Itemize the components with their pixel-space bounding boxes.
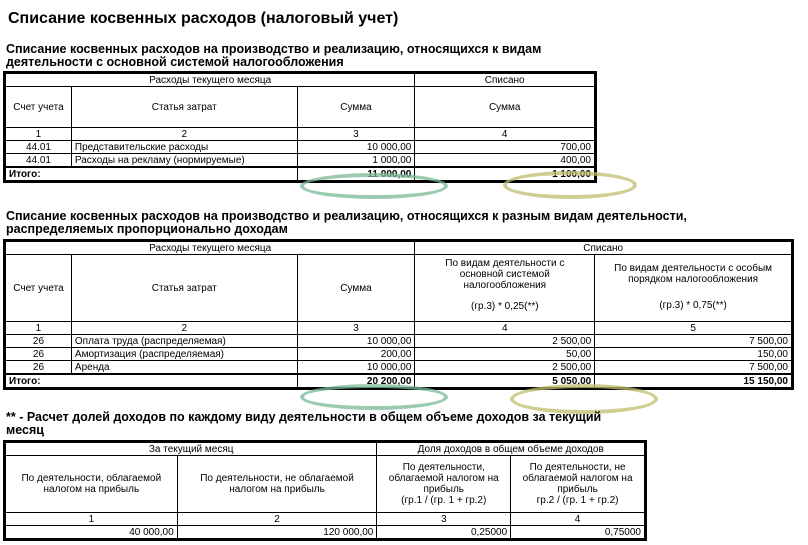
table-row (6, 335, 792, 348)
s2-num-2: 2 (71, 322, 297, 335)
s2-row1-account: 26 (6, 335, 72, 348)
s2-col-sum: Сумма (297, 255, 415, 322)
s2-row3-main: 2 500,00 (415, 361, 595, 375)
section2-table (5, 241, 792, 388)
s2-total-main: 5 050,00 (415, 374, 595, 388)
section1-heading-line1: Списание косвенных расходов на производство и реализацию, относящихся к видам (6, 42, 542, 56)
section2-heading-line1: Списание косвенных расходов на производство и реализацию, относящихся к разным видам деятельности, (6, 209, 687, 223)
s1-row1-item: Представительские расходы (71, 141, 297, 154)
section2-heading (6, 210, 687, 236)
s2-group-written: Списано (415, 242, 792, 255)
s1-group-written: Списано (415, 74, 595, 87)
s2-num-3: 3 (297, 322, 415, 335)
s1-row2-item: Расходы на рекламу (нормируемые) (71, 154, 297, 168)
s1-row2-account: 44.01 (6, 154, 72, 168)
s2-col-special-formula: (гр.3) * 0,75(**) (659, 300, 727, 311)
s3-col3-label: По деятельности, облагаемой налогом на прибыль (388, 462, 499, 495)
s2-total-label: Итого: (6, 374, 298, 388)
s2-total-special: 15 150,00 (595, 374, 792, 388)
section1-heading-line2: деятельности с основной системой налогообложения (6, 55, 344, 69)
s1-total-label: Итого: (6, 167, 298, 181)
s3-group-share: Доля доходов в общем объеме доходов (377, 443, 645, 456)
s2-group-current: Расходы текущего месяца (6, 242, 415, 255)
s3-col1: По деятельности, облагаемой налогом на прибыль (6, 456, 178, 513)
s2-row3-sum: 10 000,00 (297, 361, 415, 375)
section1-heading (6, 43, 541, 69)
s3-value-4: 0,75000 (511, 526, 645, 539)
s2-row3-item: Аренда (71, 361, 297, 375)
table-row (6, 348, 792, 361)
s3-col3 (377, 456, 511, 513)
s2-total-sum: 20 200,00 (297, 374, 415, 388)
s1-col-item: Статья затрат (71, 87, 297, 128)
table-row (6, 526, 645, 539)
s2-row2-sum: 200,00 (297, 348, 415, 361)
s3-value-1: 40 000,00 (6, 526, 178, 539)
page-title: Списание косвенных расходов (налоговый учет) (8, 10, 399, 27)
section3-heading-line1: ** - Расчет долей доходов по каждому виду деятельности в общем объеме доходов за текущий (6, 410, 602, 424)
s3-num-3: 3 (377, 513, 511, 526)
s1-total-sum: 11 000,00 (297, 167, 415, 181)
s1-row1-written: 700,00 (415, 141, 595, 154)
s1-num-2: 2 (71, 128, 297, 141)
s1-col-sum: Сумма (297, 87, 415, 128)
s2-col-main-label: По видам деятельности с основной системой налогообложения (445, 258, 565, 291)
s1-num-3: 3 (297, 128, 415, 141)
s2-row3-account: 26 (6, 361, 72, 375)
s3-num-1: 1 (6, 513, 178, 526)
s1-num-4: 4 (415, 128, 595, 141)
s3-col2: По деятельности, не облагаемой налогом на прибыль (177, 456, 377, 513)
s2-row1-sum: 10 000,00 (297, 335, 415, 348)
s1-num-1: 1 (6, 128, 72, 141)
s2-row2-special: 150,00 (595, 348, 792, 361)
s1-row2-written: 400,00 (415, 154, 595, 168)
s2-col-account: Счет учета (6, 255, 72, 322)
s3-value-2: 120 000,00 (177, 526, 377, 539)
s1-group-current: Расходы текущего месяца (6, 74, 415, 87)
s1-col-account: Счет учета (6, 87, 72, 128)
s3-col3-formula: (гр.1 / (гр. 1 + гр.2) (401, 495, 487, 506)
s2-num-1: 1 (6, 322, 72, 335)
s2-col-special (595, 255, 792, 322)
section3-heading-line2: месяц (6, 423, 44, 437)
s1-col-written-sum: Сумма (415, 87, 595, 128)
section1-table (5, 73, 595, 181)
table-row (6, 361, 792, 375)
s2-num-4: 4 (415, 322, 595, 335)
s2-col-main (415, 255, 595, 322)
s1-row1-account: 44.01 (6, 141, 72, 154)
s1-row2-sum: 1 000,00 (297, 154, 415, 168)
s2-col-item: Статья затрат (71, 255, 297, 322)
s1-total-written: 1 100,00 (415, 167, 595, 181)
s2-col-main-formula: (гр.3) * 0,25(**) (471, 301, 539, 312)
s3-value-3: 0,25000 (377, 526, 511, 539)
s2-col-special-label: По видам деятельности с особым порядком налогообложения (614, 263, 773, 285)
table-row (6, 154, 595, 168)
s3-num-2: 2 (177, 513, 377, 526)
table-row (6, 141, 595, 154)
s2-row1-item: Оплата труда (распределяемая) (71, 335, 297, 348)
s2-row2-main: 50,00 (415, 348, 595, 361)
s2-row2-account: 26 (6, 348, 72, 361)
s3-col4-label: По деятельности, не облагаемой налогом на прибыль (522, 462, 633, 495)
s2-row1-special: 7 500,00 (595, 335, 792, 348)
s2-num-5: 5 (595, 322, 792, 335)
s2-row3-special: 7 500,00 (595, 361, 792, 375)
s3-col4 (511, 456, 645, 513)
s2-row2-item: Амортизация (распределяемая) (71, 348, 297, 361)
section3-heading (6, 411, 601, 437)
s3-col4-formula: гр.2 / (гр. 1 + гр.2) (536, 495, 619, 506)
section3-table (5, 442, 645, 539)
s1-row1-sum: 10 000,00 (297, 141, 415, 154)
s3-num-4: 4 (511, 513, 645, 526)
section2-heading-line2: распределяемых пропорционально доходам (6, 222, 288, 236)
s2-row1-main: 2 500,00 (415, 335, 595, 348)
s3-group-month: За текущий месяц (6, 443, 377, 456)
